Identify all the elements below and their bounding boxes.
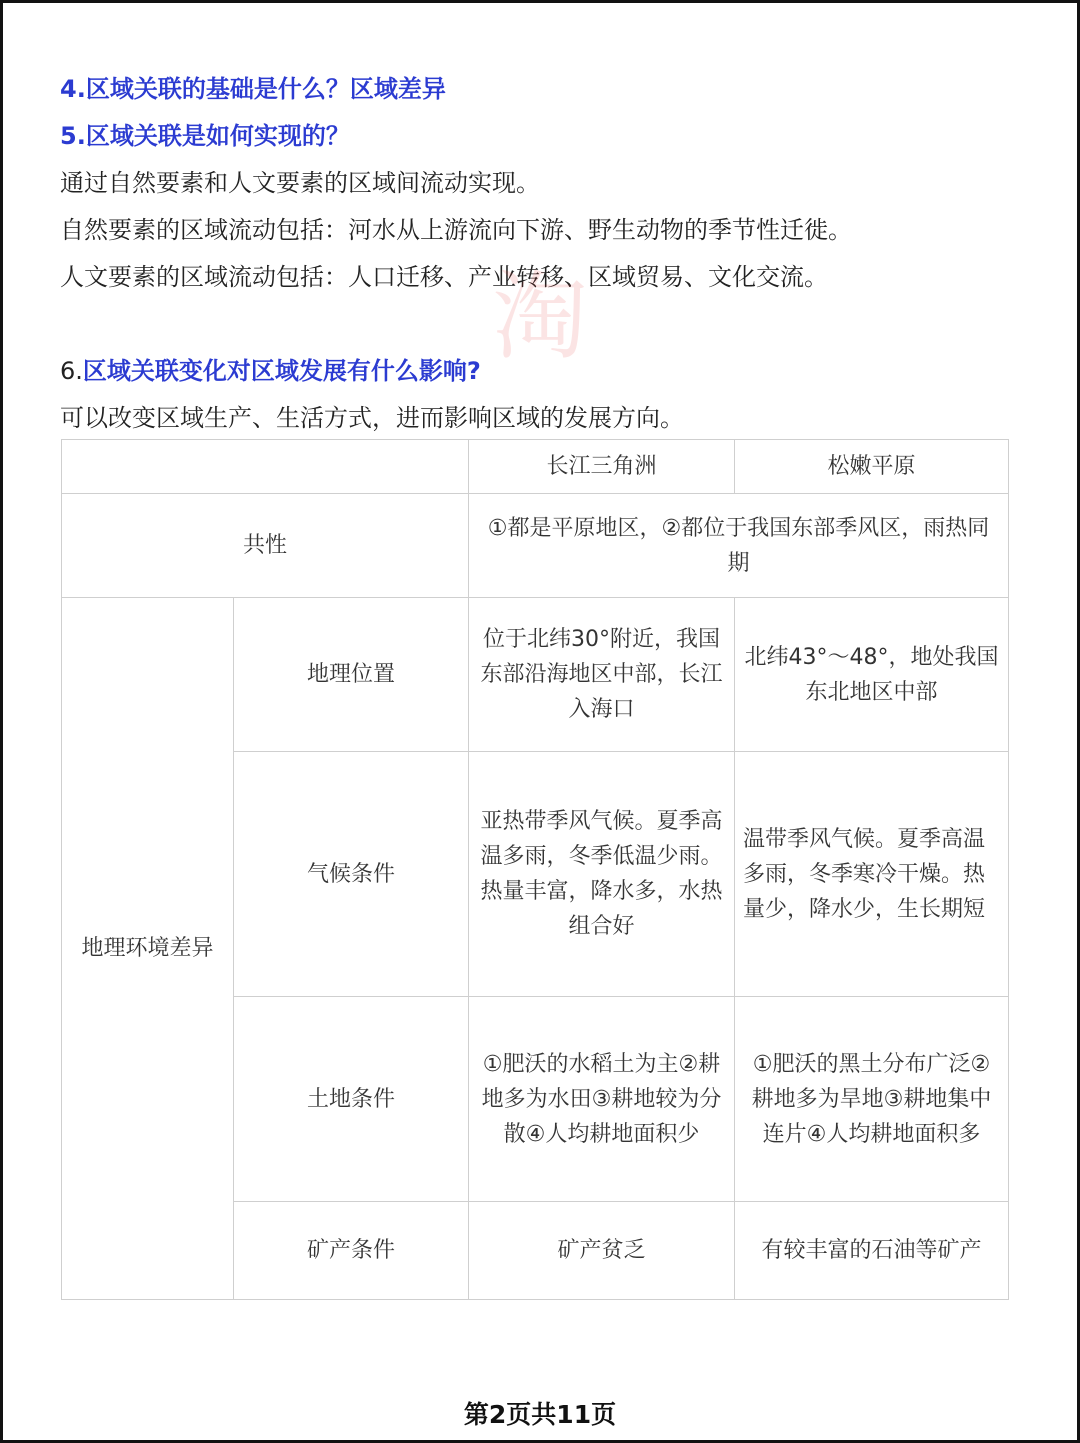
yangtze-cell: 矿产贫乏: [469, 1202, 735, 1300]
question-6-text: 区域关联变化对区域发展有什么影响?: [82, 357, 481, 385]
header-empty-cell: [62, 440, 469, 494]
table-row-common: [62, 494, 1009, 598]
question-4: [60, 74, 446, 104]
songnen-cell: ①肥沃的黑土分布广泛②耕地多为旱地③耕地集中连片④人均耕地面积多: [735, 997, 1009, 1202]
watermark: 淘: [492, 261, 588, 373]
common-value: ①都是平原地区，②都位于我国东部季风区，雨热同期: [469, 494, 1009, 598]
songnen-cell: 温带季风气候。夏季高温多雨，冬季寒冷干燥。热量少，降水少，生长期短: [735, 752, 1009, 997]
group-label: 地理环境差异: [62, 598, 234, 1300]
yangtze-cell: 位于北纬30°附近，我国东部沿海地区中部，长江入海口: [469, 598, 735, 752]
question-5-number: 5.: [60, 122, 86, 150]
songnen-cell: 有较丰富的石油等矿产: [735, 1202, 1009, 1300]
question-4-text: 区域关联的基础是什么？区域差异: [85, 75, 446, 103]
row-label: 矿产条件: [234, 1202, 469, 1300]
comparison-table: [61, 439, 1009, 1300]
table-row: [62, 598, 1009, 752]
answer-5-line-3: 人文要素的区域流动包括：人口迁移、产业转移、区域贸易、文化交流。: [60, 263, 828, 291]
common-label: 共性: [62, 494, 469, 598]
answer-5-line-1: 通过自然要素和人文要素的区域间流动实现。: [60, 169, 540, 197]
answer-5-line-2: 自然要素的区域流动包括：河水从上游流向下游、野生动物的季节性迁徙。: [60, 216, 852, 244]
row-label: 地理位置: [234, 598, 469, 752]
question-5-text: 区域关联是如何实现的？: [85, 122, 350, 150]
question-5: [60, 121, 350, 151]
page-number: 第2页共11页: [463, 1400, 617, 1429]
header-yangtze: 长江三角洲: [469, 440, 735, 494]
question-6-number: 6.: [60, 357, 83, 385]
question-4-number: 4.: [60, 75, 86, 103]
yangtze-cell: ①肥沃的水稻土为主②耕地多为水田③耕地较为分散④人均耕地面积少: [469, 997, 735, 1202]
row-label: 土地条件: [234, 997, 469, 1202]
row-label: 气候条件: [234, 752, 469, 997]
table-header-row: [62, 440, 1009, 494]
header-songnen: 松嫩平原: [735, 440, 1009, 494]
question-6: [60, 356, 481, 386]
yangtze-cell: 亚热带季风气候。夏季高温多雨，冬季低温少雨。热量丰富，降水多，水热组合好: [469, 752, 735, 997]
songnen-cell: 北纬43°～48°，地处我国东北地区中部: [735, 598, 1009, 752]
answer-6: 可以改变区域生产、生活方式，进而影响区域的发展方向。: [60, 404, 684, 432]
